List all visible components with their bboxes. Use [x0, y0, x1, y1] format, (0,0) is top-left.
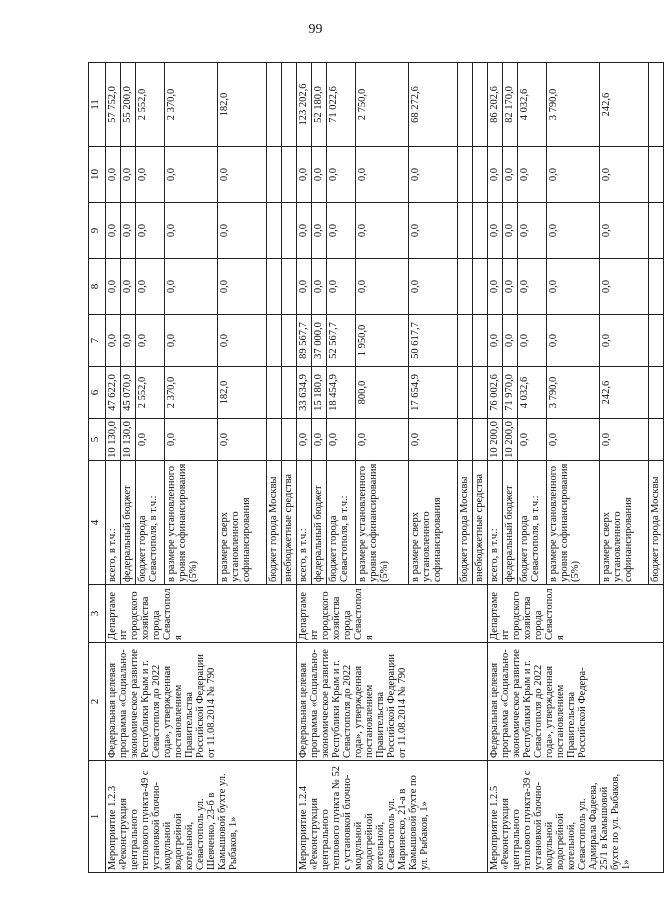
funding-source-cell: всего, в т.ч.:	[297, 461, 312, 585]
value-cell-v7	[649, 315, 664, 367]
value-cell-v6: 2 370,0	[165, 367, 218, 419]
header-col-11: 11	[89, 63, 106, 147]
value-cell-v8: 0,0	[312, 259, 327, 315]
value-cell-v6: 2 552,0	[136, 367, 165, 419]
value-cell-v6: 4 032,6	[518, 367, 547, 419]
table-row	[297, 63, 312, 873]
value-cell-v7: 52 567,7	[327, 315, 356, 367]
value-cell-v8: 0,0	[600, 259, 649, 315]
value-cell-v6: 182,0	[218, 367, 267, 419]
value-cell-v6: 18 454,9	[327, 367, 356, 419]
table-body	[106, 63, 664, 873]
value-cell-v5: 0,0	[356, 419, 409, 461]
value-cell-v10: 0,0	[165, 147, 218, 203]
value-cell-v8	[282, 259, 297, 315]
header-col-4: 4	[89, 461, 106, 585]
value-cell-v8	[458, 259, 473, 315]
value-cell-v10: 0,0	[547, 147, 600, 203]
program-cell: Федеральная целевая программа «Социально-экономическое развитие Республики Крым и г. Севастополя до 2022 года», утвержденная постановлением Правительства Российской Федера-	[488, 643, 664, 761]
rotated-table-wrapper	[88, 63, 661, 873]
value-cell-v11: 52 180,0	[312, 63, 327, 147]
value-cell-v9	[649, 203, 664, 259]
event-cell: Мероприятие 1.2.3 «Реконструкция центрального теплового пункта-49 с установкой блочно-модульной водогрейной котельной, Севастополь ул. Шевченко, 23-б в Камышовой бухте ул. Рыбаков, 1»	[106, 761, 297, 873]
value-cell-v9	[282, 203, 297, 259]
value-cell-v5	[649, 419, 664, 461]
value-cell-v11	[458, 63, 473, 147]
value-cell-v6	[473, 367, 488, 419]
value-cell-v11: 71 022,6	[327, 63, 356, 147]
executor-cell: Департамент городского хозяйства города Севастополя	[488, 585, 664, 643]
value-cell-v5: 0,0	[165, 419, 218, 461]
value-cell-v5: 0,0	[136, 419, 165, 461]
value-cell-v7	[282, 315, 297, 367]
value-cell-v8: 0,0	[356, 259, 409, 315]
funding-source-cell: в размере установленного уровня софинансирования (5%)	[165, 461, 218, 585]
value-cell-v10: 0,0	[600, 147, 649, 203]
value-cell-v9: 0,0	[121, 203, 136, 259]
value-cell-v9: 0,0	[312, 203, 327, 259]
value-cell-v6	[267, 367, 282, 419]
value-cell-v9	[473, 203, 488, 259]
header-col-2: 2	[89, 643, 106, 761]
value-cell-v9: 0,0	[327, 203, 356, 259]
funding-source-cell: всего, в т.ч.:	[106, 461, 121, 585]
funding-source-cell: федеральный бюджет	[503, 461, 518, 585]
value-cell-v10: 0,0	[488, 147, 503, 203]
value-cell-v5: 0,0	[409, 419, 458, 461]
header-col-1: 1	[89, 761, 106, 873]
funding-source-cell: внебюджетные средства	[282, 461, 297, 585]
value-cell-v11: 242,6	[600, 63, 649, 147]
funding-source-cell: бюджет города Москвы	[267, 461, 282, 585]
value-cell-v7: 50 617,7	[409, 315, 458, 367]
funding-source-cell: внебюджетные средства	[473, 461, 488, 585]
value-cell-v6: 3 790,0	[547, 367, 600, 419]
value-cell-v10: 0,0	[503, 147, 518, 203]
value-cell-v7: 0,0	[218, 315, 267, 367]
event-cell: Мероприятие 1.2.4 «Реконструкция центрального теплового пункта № 52 с установкой блочно-модульной водогрейной котельной, Севастополь ул. Маринеско, 21-а в Камышовой бухте по ул. Рыбаков, 1»	[297, 761, 488, 873]
value-cell-v8: 0,0	[503, 259, 518, 315]
value-cell-v5: 10 200,0	[503, 419, 518, 461]
value-cell-v6: 76 002,6	[488, 367, 503, 419]
funding-source-cell: федеральный бюджет	[121, 461, 136, 585]
value-cell-v10	[458, 147, 473, 203]
value-cell-v7: 0,0	[547, 315, 600, 367]
value-cell-v7: 0,0	[488, 315, 503, 367]
rotated-table-frame	[88, 63, 661, 873]
value-cell-v9: 0,0	[518, 203, 547, 259]
value-cell-v8: 0,0	[547, 259, 600, 315]
value-cell-v11: 82 170,0	[503, 63, 518, 147]
value-cell-v5: 0,0	[547, 419, 600, 461]
value-cell-v7: 1 950,0	[356, 315, 409, 367]
value-cell-v7: 0,0	[518, 315, 547, 367]
funding-source-cell: федеральный бюджет	[312, 461, 327, 585]
value-cell-v11: 123 202,6	[297, 63, 312, 147]
value-cell-v5: 0,0	[518, 419, 547, 461]
value-cell-v10: 0,0	[121, 147, 136, 203]
table-row	[106, 63, 121, 873]
value-cell-v8: 0,0	[297, 259, 312, 315]
value-cell-v9	[458, 203, 473, 259]
value-cell-v6: 45 070,0	[121, 367, 136, 419]
value-cell-v7	[473, 315, 488, 367]
value-cell-v7: 0,0	[106, 315, 121, 367]
value-cell-v6: 15 180,0	[312, 367, 327, 419]
table-header-group	[89, 63, 106, 873]
value-cell-v6: 33 634,9	[297, 367, 312, 419]
header-col-6: 6	[89, 367, 106, 419]
value-cell-v11: 3 790,0	[547, 63, 600, 147]
value-cell-v10: 0,0	[218, 147, 267, 203]
table-row	[488, 63, 503, 873]
value-cell-v11: 57 752,0	[106, 63, 121, 147]
value-cell-v9: 0,0	[165, 203, 218, 259]
funding-source-cell: в размере сверх установленного софинансирования	[600, 461, 649, 585]
value-cell-v9: 0,0	[106, 203, 121, 259]
funding-source-cell: бюджет города Севастополя, в т.ч.:	[327, 461, 356, 585]
header-col-7: 7	[89, 315, 106, 367]
value-cell-v9: 0,0	[218, 203, 267, 259]
value-cell-v11: 68 272,6	[409, 63, 458, 147]
value-cell-v10: 0,0	[106, 147, 121, 203]
value-cell-v5: 0,0	[600, 419, 649, 461]
funding-source-cell: бюджет города Москвы	[649, 461, 664, 585]
funding-source-cell: в размере установленного уровня софинансирования (5%)	[547, 461, 600, 585]
value-cell-v5	[458, 419, 473, 461]
value-cell-v9	[267, 203, 282, 259]
value-cell-v5	[282, 419, 297, 461]
funding-source-cell: всего, в т.ч.:	[488, 461, 503, 585]
value-cell-v10: 0,0	[136, 147, 165, 203]
value-cell-v9: 0,0	[297, 203, 312, 259]
value-cell-v9: 0,0	[547, 203, 600, 259]
value-cell-v5	[473, 419, 488, 461]
value-cell-v7: 0,0	[121, 315, 136, 367]
value-cell-v7: 0,0	[503, 315, 518, 367]
table-header-row	[89, 63, 106, 873]
value-cell-v8: 0,0	[518, 259, 547, 315]
value-cell-v11	[282, 63, 297, 147]
value-cell-v9: 0,0	[136, 203, 165, 259]
value-cell-v11: 55 200,0	[121, 63, 136, 147]
value-cell-v11: 86 202,6	[488, 63, 503, 147]
value-cell-v6: 242,6	[600, 367, 649, 419]
value-cell-v11: 4 032,6	[518, 63, 547, 147]
value-cell-v9: 0,0	[503, 203, 518, 259]
value-cell-v5: 0,0	[297, 419, 312, 461]
value-cell-v6: 800,0	[356, 367, 409, 419]
funding-source-cell: бюджет города Севастополя, в т.ч.:	[518, 461, 547, 585]
value-cell-v6	[649, 367, 664, 419]
value-cell-v8: 0,0	[488, 259, 503, 315]
value-cell-v6: 47 622,0	[106, 367, 121, 419]
value-cell-v11: 2 750,0	[356, 63, 409, 147]
executor-cell: Департамент городского хозяйства города Севастополя	[297, 585, 488, 643]
value-cell-v11	[473, 63, 488, 147]
value-cell-v7: 89 567,7	[297, 315, 312, 367]
funding-source-cell: в размере сверх установленного софинансирования	[409, 461, 458, 585]
value-cell-v9: 0,0	[356, 203, 409, 259]
value-cell-v6: 17 654,9	[409, 367, 458, 419]
value-cell-v10	[282, 147, 297, 203]
event-cell: Мероприятие 1.2.5 «Реконструкция центрального теплового пункта-39 с установкой блочно-модульной водогрейной котельной, Севастополь ул. Адмирала Фадеева, 25/1 в Камышовой бухте по ул. Рыбаков, 1»	[488, 761, 664, 873]
funding-source-cell: в размере установленного уровня софинансирования (5%)	[356, 461, 409, 585]
program-cell: Федеральная целевая программа «Социально-экономическое развитие Республики Крым и г. Севастополя до 2022 года», утвержденная постановлением Правительства Российской Федерации от 11.08.2014 № 790	[106, 643, 297, 761]
funding-source-cell: бюджет города Севастополя, в т.ч.:	[136, 461, 165, 585]
value-cell-v6	[282, 367, 297, 419]
value-cell-v8	[473, 259, 488, 315]
funding-source-cell: в размере сверх установленного софинансирования	[218, 461, 267, 585]
value-cell-v10: 0,0	[409, 147, 458, 203]
value-cell-v7	[267, 315, 282, 367]
value-cell-v5: 10 200,0	[488, 419, 503, 461]
value-cell-v11	[649, 63, 664, 147]
value-cell-v6	[458, 367, 473, 419]
value-cell-v7	[458, 315, 473, 367]
page-number: 99	[308, 22, 323, 37]
header-col-10: 10	[89, 147, 106, 203]
value-cell-v5: 10 130,0	[106, 419, 121, 461]
header-col-8: 8	[89, 259, 106, 315]
value-cell-v10: 0,0	[297, 147, 312, 203]
value-cell-v9: 0,0	[600, 203, 649, 259]
value-cell-v9: 0,0	[409, 203, 458, 259]
value-cell-v7: 37 000,0	[312, 315, 327, 367]
value-cell-v8: 0,0	[165, 259, 218, 315]
value-cell-v11	[267, 63, 282, 147]
value-cell-v10	[649, 147, 664, 203]
value-cell-v8: 0,0	[218, 259, 267, 315]
value-cell-v11: 182,0	[218, 63, 267, 147]
value-cell-v10: 0,0	[518, 147, 547, 203]
value-cell-v6: 71 970,0	[503, 367, 518, 419]
value-cell-v10	[267, 147, 282, 203]
header-col-5: 5	[89, 419, 106, 461]
value-cell-v5: 0,0	[327, 419, 356, 461]
executor-cell: Департамент городского хозяйства города Севастополя	[106, 585, 297, 643]
value-cell-v10: 0,0	[356, 147, 409, 203]
value-cell-v8: 0,0	[409, 259, 458, 315]
value-cell-v8	[649, 259, 664, 315]
value-cell-v8: 0,0	[121, 259, 136, 315]
value-cell-v10	[473, 147, 488, 203]
header-col-3: 3	[89, 585, 106, 643]
value-cell-v8: 0,0	[106, 259, 121, 315]
value-cell-v9: 0,0	[488, 203, 503, 259]
value-cell-v8	[267, 259, 282, 315]
funding-source-cell: бюджет города Москвы	[458, 461, 473, 585]
value-cell-v5	[267, 419, 282, 461]
funding-table	[88, 62, 664, 873]
value-cell-v11: 2 552,0	[136, 63, 165, 147]
value-cell-v7: 0,0	[600, 315, 649, 367]
value-cell-v10: 0,0	[327, 147, 356, 203]
value-cell-v5: 10 130,0	[121, 419, 136, 461]
value-cell-v8: 0,0	[136, 259, 165, 315]
value-cell-v7: 0,0	[165, 315, 218, 367]
value-cell-v5: 0,0	[312, 419, 327, 461]
program-cell: Федеральная целевая программа «Социально-экономическое развитие Республики Крым и г. Севастополя до 2022 года», утвержденная постановлением Правительства Российской Федерации от 11.08.2014 № 790	[297, 643, 488, 761]
value-cell-v8: 0,0	[327, 259, 356, 315]
value-cell-v10: 0,0	[312, 147, 327, 203]
value-cell-v5: 0,0	[218, 419, 267, 461]
value-cell-v7: 0,0	[136, 315, 165, 367]
header-col-9: 9	[89, 203, 106, 259]
value-cell-v11: 2 370,0	[165, 63, 218, 147]
